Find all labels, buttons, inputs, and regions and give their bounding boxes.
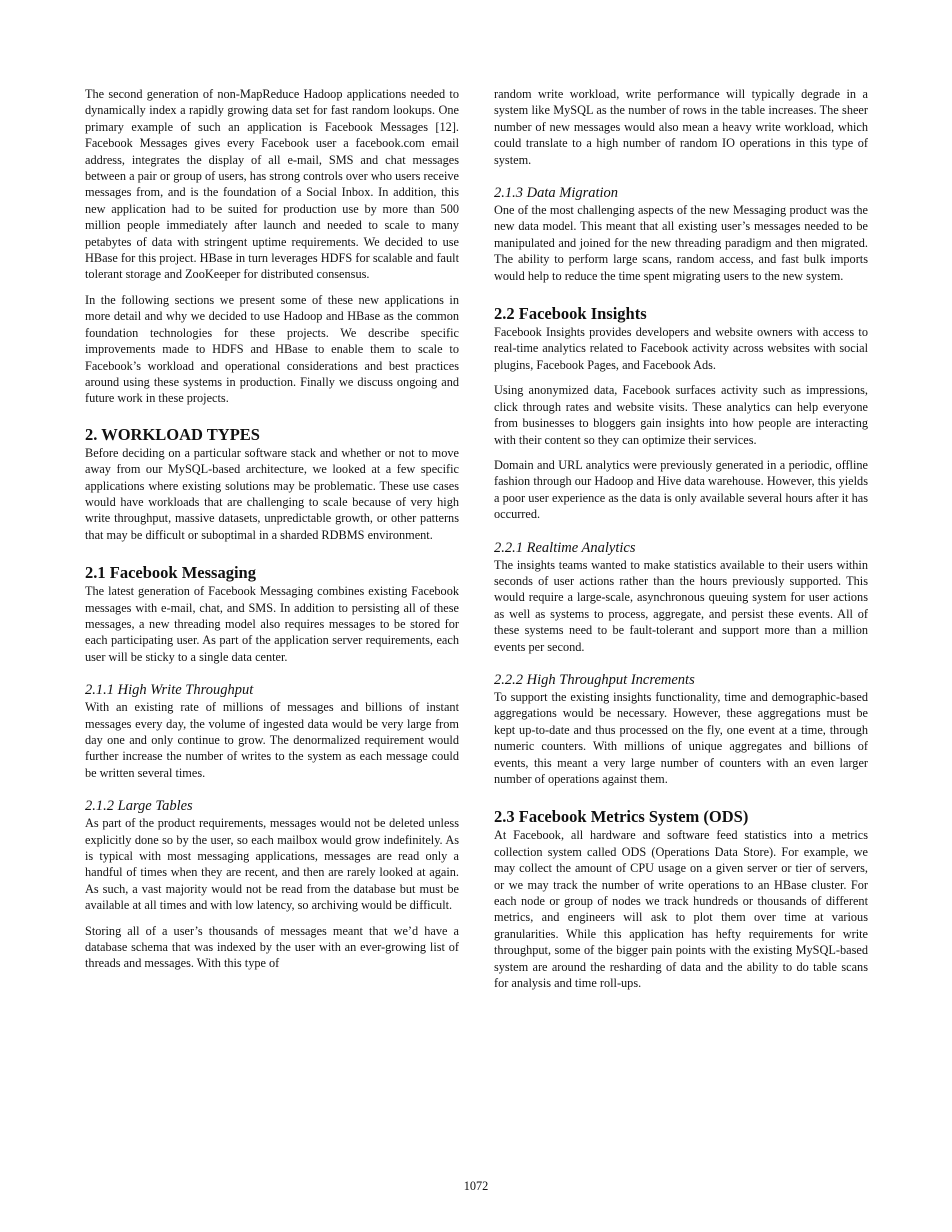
left-column [85,86,459,981]
section-heading: 2. WORKLOAD TYPES [85,424,260,444]
subsubsection-heading: 2.2.2 High Throughput Increments [494,671,695,688]
paragraph: Before deciding on a particular software stack and whether or not to move away from our MySQL-based architecture, we looked at a few specific applications where existing solutions may be problematic. These use cases would have workloads that are challenging to scale because of very high write throughput, massive datasets, unpredictable growth, or other patterns that may be difficult or suboptimal in a sharded RDBMS environment. [85,445,459,542]
page-number: 1072 [463,1179,489,1193]
subsection-heading: 2.2 Facebook Insights [494,304,647,324]
paragraph: As part of the product requirements, messages would not be deleted unless explicitly done so by the user, so each mailbox would grow indefinitely. As is typical with most messaging applications, messages are read only a handful of times when they are recent, and then are rarely looked at again. As such, a vast majority would not be read from the database but must be available at all times and with low latency, so archiving would be difficult. [85,816,459,913]
paragraph: To support the existing insights functionality, time and demographic-based aggregations would be necessary. However, these aggregations must be kept up-to-date and thus processed on the fly, one event at a time, through numeric counters. With millions of unique aggregates and billions of events, this meant a very large number of counters with an even larger number of operations against them. [494,689,868,786]
subsubsection-heading: 2.1.1 High Write Throughput [85,682,254,699]
subsection-heading: 2.3 Facebook Metrics System (ODS) [494,807,749,827]
paragraph: In the following sections we present some of these new applications in more detail and why we decided to use Hadoop and HBase as the common foundation technologies for these projects. We describe specific improvements made to HDFS and HBase to enable them to scale to Facebook’s workload and operational considerations and best practices around using these systems in production. Finally we discuss ongoing and future work in these projects. [85,292,459,406]
paragraph: random write workload, write performance will typically degrade in a system like MySQL as the number of rows in the table increases. The sheer number of new messages would also mean a heavy write workload, which could translate to a high number of random IO operations in this type of system. [494,87,868,167]
paragraph: The second generation of non-MapReduce Hadoop applications needed to dynamically index a rapidly growing data set for fast random lookups. One primary example of such an application is Facebook Messages [12]. Facebook Messages gives every Facebook user a facebook.com email address, integrates the display of all e-mail, SMS and chat messages between a pair or group of users, has strong controls over who users receive messages from, and is the foundation of a Social Inbox. In addition, this new application had to be suited for production use by more than 500 million people immediately after launch and needed to scale to many petabytes of data with stringent uptime requirements. We decided to use HBase for this project. HBase in turn leverages HDFS for scalable and fault tolerant storage and ZooKeeper for distributed consensus. [85,87,459,282]
paragraph: Facebook Insights provides developers and website owners with access to real-time analytics related to Facebook activity across websites with social plugins, Facebook Pages, and Facebook Ads. [494,325,868,372]
subsubsection-heading: 2.2.1 Realtime Analytics [494,539,636,556]
paragraph: Using anonymized data, Facebook surfaces activity such as impressions, click through rates and website visits. These analytics can help everyone from businesses to bloggers gain insights into how people are interacting with their content so they can optimize their services. [494,383,868,447]
subsection-heading: 2.1 Facebook Messaging [85,563,256,583]
paragraph: With an existing rate of millions of messages and billions of instant messages every day, the volume of ingested data would be very large from day one and only continue to grow. The denormalized requirement would further increase the number of writes to the system as each message could be written several times. [85,700,459,780]
right-column [494,86,868,1000]
paragraph: The latest generation of Facebook Messaging combines existing Facebook messages with e-mail, chat, and SMS. In addition to persisting all of these messages, a new threading model also requires messages to be stored for each participating user. As part of the application server requirements, each user will be sticky to a single data center. [85,584,459,664]
subsubsection-heading: 2.1.2 Large Tables [85,798,193,815]
paragraph: Domain and URL analytics were previously generated in a periodic, offline fashion through our Hadoop and Hive data warehouse. However, this yields a poor user experience as the data is only available several hours after it has occurred. [494,457,868,522]
paragraph: The insights teams wanted to make statistics available to their users within seconds of user actions rather than the hours previously supported. This would require a large-scale, asynchronous queuing system for user actions as well as systems to process, aggregate, and persist these events. All of these systems need to be fault-tolerant and support more than a million events per second. [494,557,868,654]
subsubsection-heading: 2.1.3 Data Migration [494,185,619,202]
paragraph: Storing all of a user’s thousands of messages meant that we’d have a database schema that was indexed by the user with an ever-growing list of threads and messages. With this type of [85,923,459,971]
paragraph: One of the most challenging aspects of the new Messaging product was the new data model. This meant that all existing user’s messages needed to be manipulated and joined for the new threading paradigm and then migrated. The ability to perform large scans, random access, and fast bulk imports would help to reduce the time spent migrating users to the new system. [494,203,868,283]
paragraph: At Facebook, all hardware and software feed statistics into a metrics collection system called ODS (Operations Data Store). For example, we may collect the amount of CPU usage on a given server or tier of servers, or we may track the number of write operations to an HBase cluster. For each node or group of nodes we track hundreds or thousands of different metrics, and engineers will ask to plot them over time at various granularities. While this application has hefty requirements for write throughput, some of the bigger pain points with the existing MySQL-based system are around the resharding of data and the ability to do table scans for analysis and time roll-ups. [494,828,868,991]
